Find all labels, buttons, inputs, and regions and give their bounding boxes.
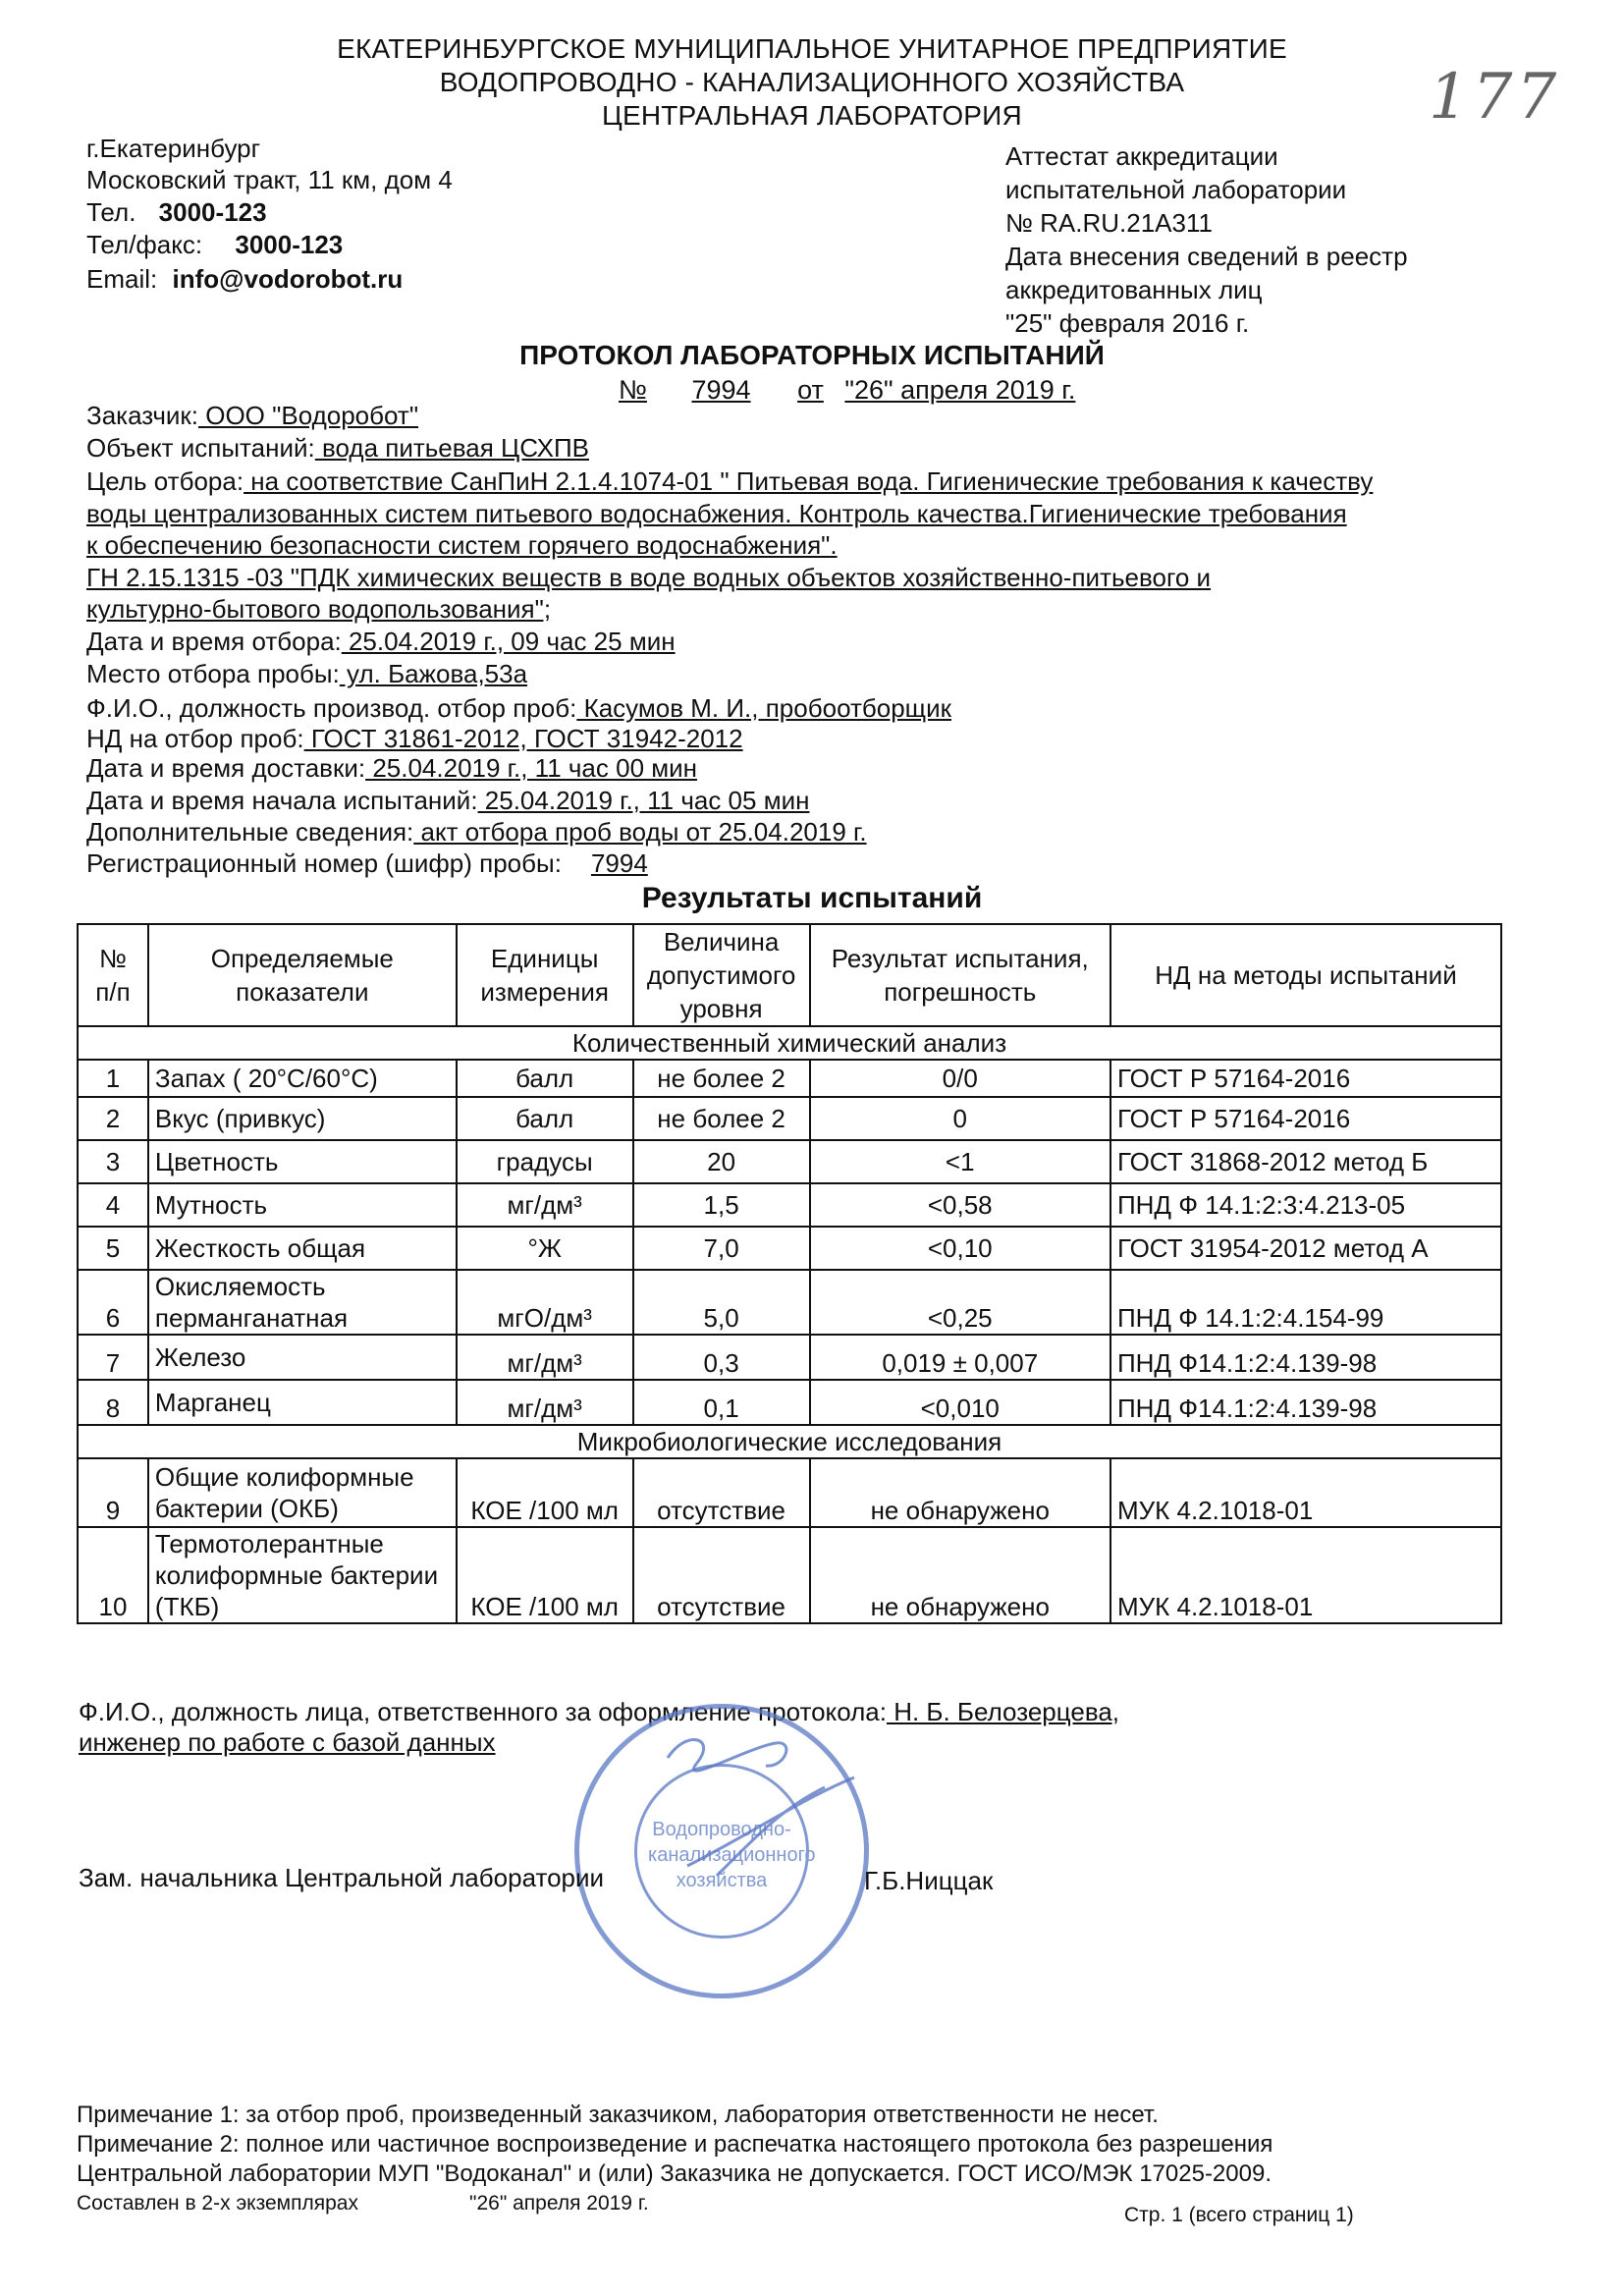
fax-row — [86, 230, 343, 260]
cell-indicator: Окисляемость перманганатная — [148, 1270, 457, 1335]
table-row — [78, 1097, 1501, 1140]
responsible-name: Н. Б. Белозерцева, — [886, 1697, 1120, 1726]
org-name-line3: ЦЕНТРАЛЬНАЯ ЛАБОРАТОРИЯ — [602, 100, 1022, 131]
accreditation-line3: № RA.RU.21A311 — [1005, 208, 1213, 238]
test-start-label: Дата и время начала испытаний: — [86, 786, 478, 815]
cell-limit: 5,0 — [633, 1270, 810, 1335]
object-label: Объект испытаний: — [86, 433, 315, 463]
stamp-text: Водопроводно-канализационного хозяйства — [648, 1819, 816, 1891]
accreditation-line4: Дата внесения сведений в реестр — [1005, 242, 1408, 271]
nd-label: НД на отбор проб: — [86, 724, 304, 753]
col-header-result: Результат испытания, погрешность — [810, 924, 1110, 1026]
cell-limit: 20 — [633, 1140, 810, 1183]
cell-method: ГОСТ 31868-2012 метод Б — [1110, 1140, 1501, 1183]
signature-name: Г.Б.Ниццак — [864, 1866, 994, 1895]
copies-note: Составлен в 2-х экземплярах — [77, 2192, 358, 2214]
responsible-label: Ф.И.О., должность лица, ответственного за оформление протокола: — [79, 1697, 887, 1726]
cell-result: 0,019 ± 0,007 — [810, 1335, 1110, 1380]
fax-value: 3000-123 — [235, 230, 344, 259]
delivery-value: 25.04.2019 г., 11 час 00 мин — [365, 753, 698, 783]
cell-indicator: Термотолерантные колиформные бактерии (ТКБ) — [148, 1527, 457, 1623]
cell-units: балл — [457, 1097, 633, 1140]
cell-num: 2 — [78, 1097, 148, 1140]
object-row — [86, 433, 589, 464]
table-header-row — [78, 924, 1501, 1026]
delivery-row — [86, 753, 697, 784]
place-row — [86, 659, 527, 689]
signature-role: Зам. начальника Центральной лаборатории — [79, 1863, 605, 1892]
customer-row — [86, 401, 418, 431]
section-chemical: Количественный химический анализ — [78, 1026, 1501, 1060]
sampler-value: Касумов М. И., пробоотборщик — [576, 693, 951, 723]
test-start-row — [86, 786, 809, 816]
table-row — [78, 1183, 1501, 1227]
handwritten-page-number: 177 — [1429, 61, 1561, 134]
cell-units: мгО/дм³ — [457, 1270, 633, 1335]
cell-num: 9 — [78, 1458, 148, 1527]
sampler-row — [86, 693, 951, 724]
cell-result: не обнаружено — [810, 1458, 1110, 1527]
note-2-line1: Примечание 2: полное или частичное воспроизведение и распечатка настоящего протокола без разрешения — [77, 2131, 1273, 2158]
col-header-method: НД на методы испытаний — [1110, 924, 1501, 1026]
accreditation-line2: испытательной лаборатории — [1005, 175, 1347, 204]
section-row — [78, 1425, 1501, 1458]
cell-method: ПНД Ф14.1:2:4.139-98 — [1110, 1335, 1501, 1380]
cell-num: 4 — [78, 1183, 148, 1227]
table-row — [78, 1270, 1501, 1335]
results-table — [77, 923, 1502, 1624]
reg-label: Регистрационный номер (шифр) пробы: — [86, 848, 562, 878]
tel-row — [86, 197, 267, 228]
cell-num: 7 — [78, 1335, 148, 1380]
cell-indicator: Мутность — [148, 1183, 457, 1227]
section-row — [78, 1026, 1501, 1060]
sampling-datetime-label: Дата и время отбора: — [86, 627, 342, 656]
cell-limit: 0,3 — [633, 1335, 810, 1380]
table-row — [78, 1060, 1501, 1097]
cell-result: 0 — [810, 1097, 1110, 1140]
extra-value: акт отбора проб воды от 25.04.2019 г. — [413, 817, 867, 847]
cell-result: <0,25 — [810, 1270, 1110, 1335]
cell-indicator: Марганец — [148, 1380, 457, 1425]
email-row — [86, 264, 403, 295]
tel-label: Тел. — [86, 197, 136, 227]
cell-limit: 7,0 — [633, 1227, 810, 1270]
table-row — [78, 1335, 1501, 1380]
extra-label: Дополнительные сведения: — [86, 817, 414, 847]
delivery-label: Дата и время доставки: — [86, 753, 366, 783]
cell-indicator: Запах ( 20°С/60°С) — [148, 1060, 457, 1097]
page-counter: Стр. 1 (всего страниц 1) — [1124, 2204, 1354, 2226]
cell-limit: не более 2 — [633, 1097, 810, 1140]
cell-units: мг/дм³ — [457, 1183, 633, 1227]
purpose-row — [86, 466, 1373, 497]
results-title: Результаты испытаний — [641, 882, 983, 914]
extra-row — [86, 817, 867, 847]
cell-indicator: Железо — [148, 1335, 457, 1380]
sampling-datetime-value: 25.04.2019 г., 09 час 25 мин — [341, 627, 676, 656]
cell-method: ПНД Ф 14.1:2:4.154-99 — [1110, 1270, 1501, 1335]
table-row — [78, 1458, 1501, 1527]
cell-units: градусы — [457, 1140, 633, 1183]
cell-num: 6 — [78, 1270, 148, 1335]
table-row — [78, 1527, 1501, 1623]
col-header-num: № п/п — [78, 924, 148, 1026]
protocol-number-label: № — [619, 375, 647, 405]
address: Московский тракт, 11 км, дом 4 — [86, 165, 453, 194]
table-row — [78, 1227, 1501, 1270]
purpose-value-line4: ГН 2.15.1315 -03 "ПДК химических веществ в воде водных объектов хозяйственно-питьевого и — [86, 563, 1212, 592]
cell-indicator: Жесткость общая — [148, 1227, 457, 1270]
cell-units: мг/дм³ — [457, 1335, 633, 1380]
cell-method: ГОСТ Р 57164-2016 — [1110, 1097, 1501, 1140]
cell-result: 0/0 — [810, 1060, 1110, 1097]
cell-result: не обнаружено — [810, 1527, 1110, 1623]
cell-indicator: Вкус (привкус) — [148, 1097, 457, 1140]
object-value: вода питьевая ЦСХПВ — [314, 433, 589, 463]
cell-result: <0,58 — [810, 1183, 1110, 1227]
cell-units: балл — [457, 1060, 633, 1097]
cell-num: 5 — [78, 1227, 148, 1270]
cell-units: °Ж — [457, 1227, 633, 1270]
protocol-title: ПРОТОКОЛ ЛАБОРАТОРНЫХ ИСПЫТАНИЙ — [519, 340, 1105, 370]
email-value: info@vodorobot.ru — [172, 264, 404, 294]
signature-scribble — [628, 1719, 874, 1944]
cell-method: ГОСТ 31954-2012 метод А — [1110, 1227, 1501, 1270]
cell-limit: 0,1 — [633, 1380, 810, 1425]
col-header-units: Единицы измерения — [457, 924, 633, 1026]
customer-label: Заказчик: — [86, 401, 199, 430]
reg-value: 7994 — [590, 848, 648, 878]
responsible-position: инженер по работе с базой данных — [79, 1727, 496, 1757]
cell-method: ПНД Ф 14.1:2:3:4.213-05 — [1110, 1183, 1501, 1227]
cell-limit: отсутствие — [633, 1527, 810, 1623]
accreditation-line5: аккредитованных лиц — [1005, 275, 1263, 304]
section-microbiology: Микробиологические исследования — [78, 1425, 1501, 1458]
cell-limit: 1,5 — [633, 1183, 810, 1227]
footer-date: "26" апреля 2019 г. — [469, 2192, 649, 2214]
nd-value: ГОСТ 31861-2012, ГОСТ 31942-2012 — [303, 724, 743, 753]
sampling-datetime-row — [86, 627, 676, 657]
accreditation-line6: "25" февраля 2016 г. — [1005, 308, 1250, 338]
protocol-number: 7994 — [691, 375, 751, 405]
table-row — [78, 1380, 1501, 1425]
org-name-line1: ЕКАТЕРИНБУРГСКОЕ МУНИЦИПАЛЬНОЕ УНИТАРНОЕ ПРЕДПРИЯТИЕ — [337, 33, 1287, 64]
cell-units: КОЕ /100 мл — [457, 1527, 633, 1623]
purpose-label: Цель отбора: — [86, 466, 244, 496]
purpose-value-line3: к обеспечению безопасности систем горячего водоснабжения". — [86, 530, 838, 560]
protocol-date-label: от — [797, 375, 824, 405]
purpose-value-line1: на соответствие СанПиН 2.1.4.1074-01 " Питьевая вода. Гигиенические требования к качеству — [244, 466, 1374, 496]
cell-indicator: Общие колиформные бактерии (ОКБ) — [148, 1458, 457, 1527]
purpose-value-line2: воды централизованных систем питьевого водоснабжения. Контроль качества.Гигиенические требования — [86, 499, 1347, 528]
city: г.Екатеринбург — [86, 134, 261, 163]
protocol-number-row — [619, 375, 1075, 406]
cell-num: 3 — [78, 1140, 148, 1183]
email-label: Email: — [86, 264, 158, 294]
sampler-label: Ф.И.О., должность производ. отбор проб: — [86, 693, 577, 723]
cell-result: <0,10 — [810, 1227, 1110, 1270]
cell-units: мг/дм³ — [457, 1380, 633, 1425]
cell-num: 10 — [78, 1527, 148, 1623]
accreditation-line1: Аттестат аккредитации — [1005, 141, 1278, 171]
cell-indicator: Цветность — [148, 1140, 457, 1183]
nd-row — [86, 724, 743, 754]
cell-num: 8 — [78, 1380, 148, 1425]
col-header-indicator: Определяемые показатели — [148, 924, 457, 1026]
cell-result: <0,010 — [810, 1380, 1110, 1425]
place-value: ул. Бажова,53а — [339, 659, 528, 688]
reg-row — [86, 848, 648, 879]
protocol-date: "26" апреля 2019 г. — [844, 375, 1076, 405]
place-label: Место отбора пробы: — [86, 659, 340, 688]
cell-limit: не более 2 — [633, 1060, 810, 1097]
purpose-value-line5: культурно-бытового водопользования"; — [86, 594, 552, 624]
test-start-value: 25.04.2019 г., 11 час 05 мин — [477, 786, 810, 815]
cell-limit: отсутствие — [633, 1458, 810, 1527]
results-body — [78, 1026, 1501, 1623]
cell-units: КОЕ /100 мл — [457, 1458, 633, 1527]
note-1: Примечание 1: за отбор проб, произведенный заказчиком, лаборатория ответственности не несет. — [77, 2102, 1159, 2128]
cell-result: <1 — [810, 1140, 1110, 1183]
col-header-limit: Величина допустимого уровня — [633, 924, 810, 1026]
table-row — [78, 1140, 1501, 1183]
note-2-line2: Центральной лаборатории МУП "Водоканал" и (или) Заказчика не допускается. ГОСТ ИСО/МЭК 17025-2009. — [77, 2160, 1272, 2187]
customer-value: ООО "Водоробот" — [198, 401, 419, 430]
fax-label: Тел/факс: — [86, 230, 203, 259]
tel-value: 3000-123 — [158, 197, 267, 227]
cell-method: МУК 4.2.1018-01 — [1110, 1527, 1501, 1623]
cell-method: МУК 4.2.1018-01 — [1110, 1458, 1501, 1527]
cell-method: ГОСТ Р 57164-2016 — [1110, 1060, 1501, 1097]
cell-num: 1 — [78, 1060, 148, 1097]
cell-method: ПНД Ф14.1:2:4.139-98 — [1110, 1380, 1501, 1425]
org-name-line2: ВОДОПРОВОДНО - КАНАЛИЗАЦИОННОГО ХОЗЯЙСТВА — [439, 67, 1185, 97]
